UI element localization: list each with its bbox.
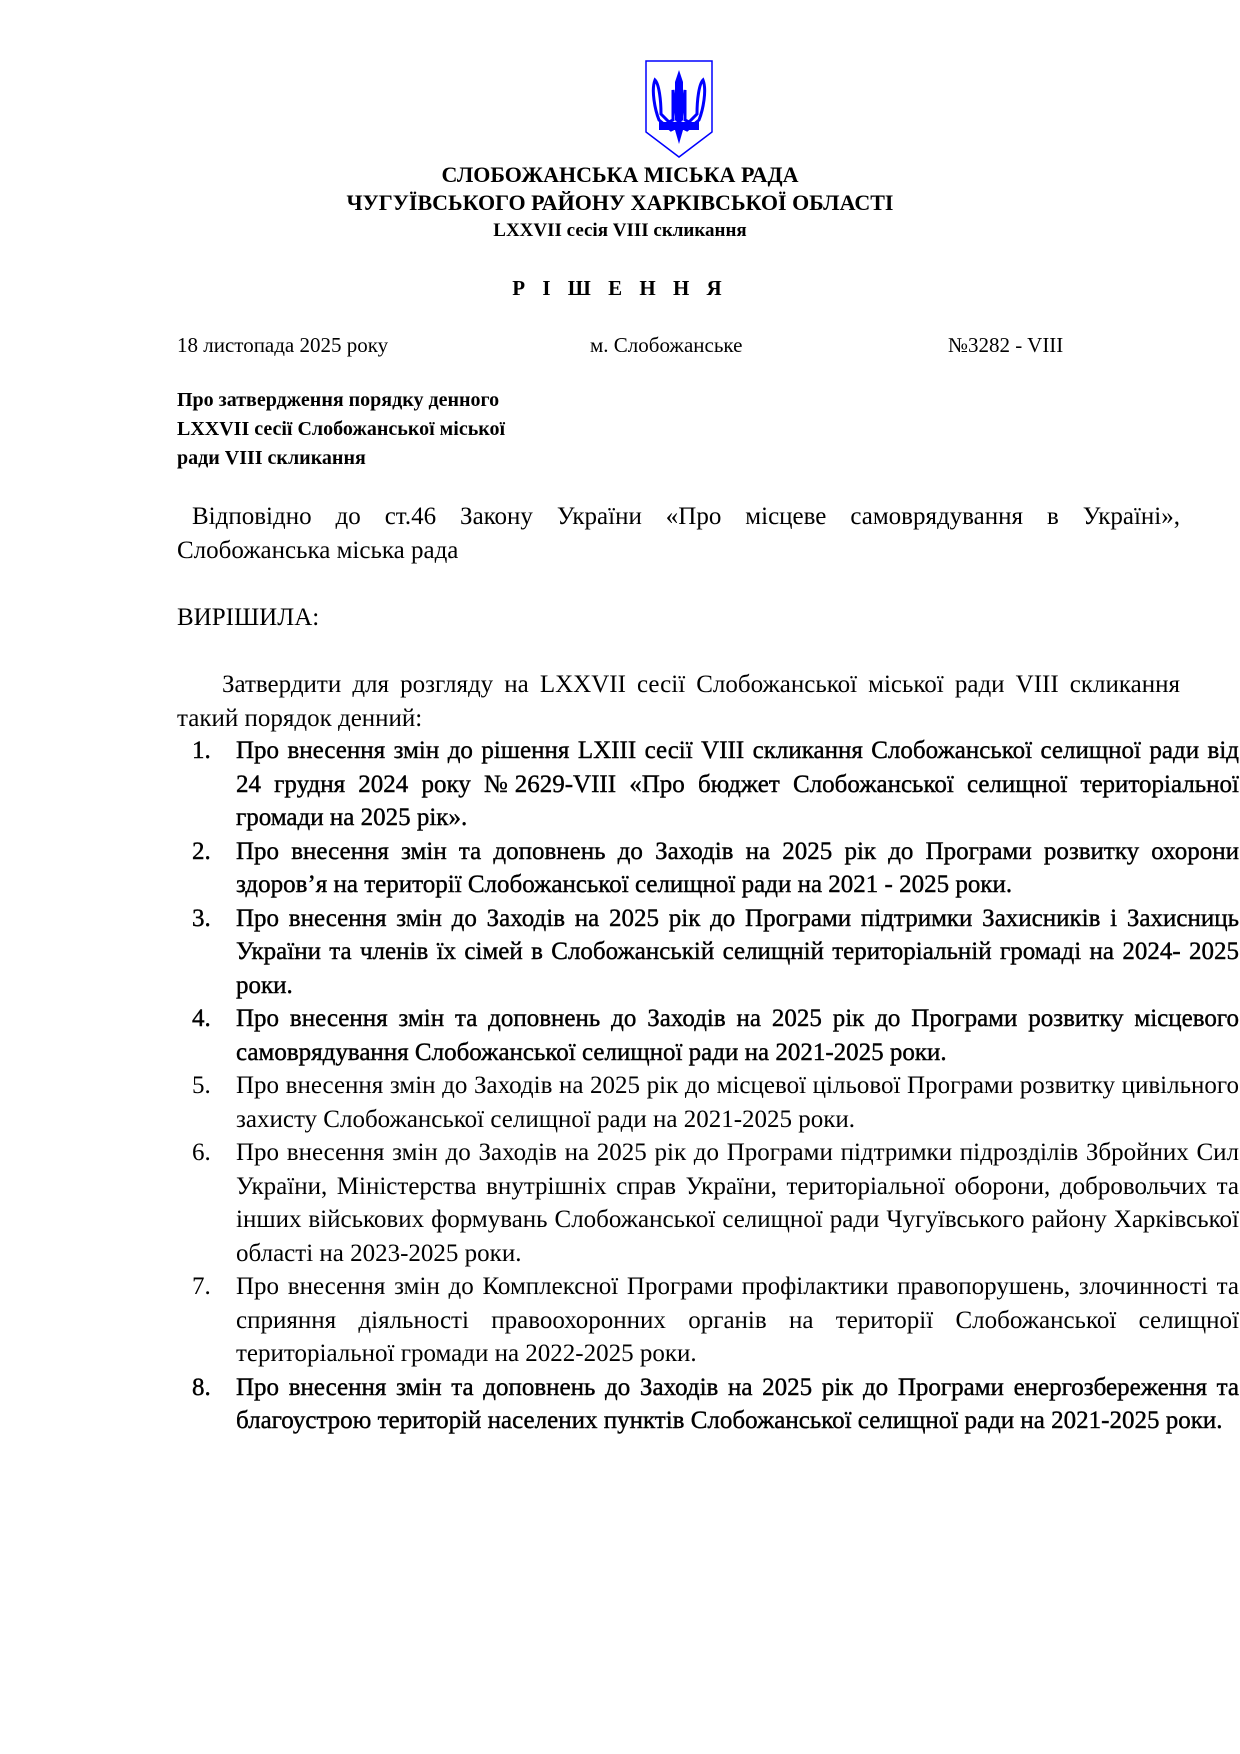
- subject-line: LXXVII сесії Слобожанської міської: [177, 418, 506, 440]
- agenda-item: [192, 902, 1239, 1003]
- agenda-item: [192, 1270, 1239, 1371]
- item-text: Про внесення змін до Заходів на 2025 рік до Програми підтримки підрозділів Збройних Сил України, Міністерства внутрішніх справ України, територіальної оборони, добровольчих та інших військових формувань Слобожанської селищної ради Чугуївського району Харківської області на 2023-2025 роки.: [236, 1139, 1239, 1267]
- subject-line: Про затвердження порядку денного: [177, 389, 500, 411]
- item-text: Про внесення змін та доповнень до Заходів на 2025 рік до Програми розвитку місцевого самоврядування Слобожанської селищної ради на 2021-2025 роки.: [236, 1005, 1239, 1066]
- district-name: ЧУГУЇВСЬКОГО РАЙОНУ ХАРКІВСЬКОЇ ОБЛАСТІ: [346, 190, 894, 215]
- item-number: 6.: [192, 1139, 211, 1166]
- item-text: Про внесення змін до Комплексної Програми профілактики правопорушень, злочинності та сприяння діяльності правоохоронних органів на території Слобожанської селищної територіальної громади на 2022-2025 роки.: [236, 1273, 1239, 1367]
- item-text: Про внесення змін до Заходів на 2025 рік до місцевої цільової Програми розвитку цивільного захисту Слобожанської селищної ради на 2021-2025 роки.: [236, 1072, 1239, 1133]
- agenda-item: [192, 1371, 1239, 1438]
- agenda-list: [177, 734, 1239, 1438]
- agenda-intro: Затвердити для розгляду на LXXVII сесії Слобожанської міської ради VIII скликання такий порядок денний:: [177, 671, 1180, 732]
- agenda-item: [192, 734, 1239, 835]
- item-number: 3.: [192, 904, 211, 932]
- decision-place: м. Слобожанське: [590, 333, 743, 357]
- decided-heading: ВИРІШИЛА:: [177, 604, 320, 631]
- item-text: Про внесення змін та доповнень до Заходів на 2025 рік до Програми розвитку охорони здоров’я на території Слобожанської селищної ради на 2021 - 2025 роки.: [236, 837, 1239, 898]
- coat-of-arms-emblem: [645, 60, 713, 158]
- decision-date: 18 листопада 2025 року: [177, 333, 389, 357]
- item-number: 1.: [192, 737, 211, 764]
- item-number: 4.: [192, 1005, 211, 1032]
- council-name: СЛОБОЖАНСЬКА МІСЬКА РАДА: [441, 162, 799, 187]
- item-text: Про внесення змін та доповнень до Заходів на 2025 рік до Програми енергозбереження та благоустрою територій населених пунктів Слобожанської селищної ради на 2021-2025 роки.: [236, 1373, 1239, 1434]
- item-text: Про внесення змін до рішення LXIII сесії VIII скликання Слобожанської селищної ради від 24 грудня 2024 року №2629-VIII «Про бюджет Слобожанської селищної територіальної громади на 2025 рік».: [236, 737, 1239, 831]
- item-number: 5.: [192, 1072, 211, 1099]
- decision-number: №3282 - VIII: [948, 333, 1064, 357]
- preamble: Відповідно до ст.46 Закону України «Про місцеве самоврядування в Україні», Слобожанська міська рада: [177, 503, 1180, 564]
- decision-subject: [177, 386, 505, 473]
- agenda-item: [192, 1002, 1239, 1069]
- agenda-item: [192, 1069, 1239, 1136]
- item-number: 8.: [192, 1373, 211, 1401]
- session-label: LXXVII сесія VIII скликання: [493, 220, 747, 241]
- agenda-item: [192, 835, 1239, 902]
- item-number: 2.: [192, 837, 211, 865]
- item-text: Про внесення змін до Заходів на 2025 рік до Програми підтримки Захисників і Захисниць України та членів їх сімей в Слобожанській селищній територіальній громаді на 2024- 2025 роки.: [236, 904, 1239, 999]
- item-number: 7.: [192, 1273, 211, 1300]
- subject-line: ради VIII скликання: [177, 447, 366, 469]
- agenda-item: [192, 1136, 1239, 1270]
- document-type: Р І Ш Е Н Н Я: [512, 276, 728, 300]
